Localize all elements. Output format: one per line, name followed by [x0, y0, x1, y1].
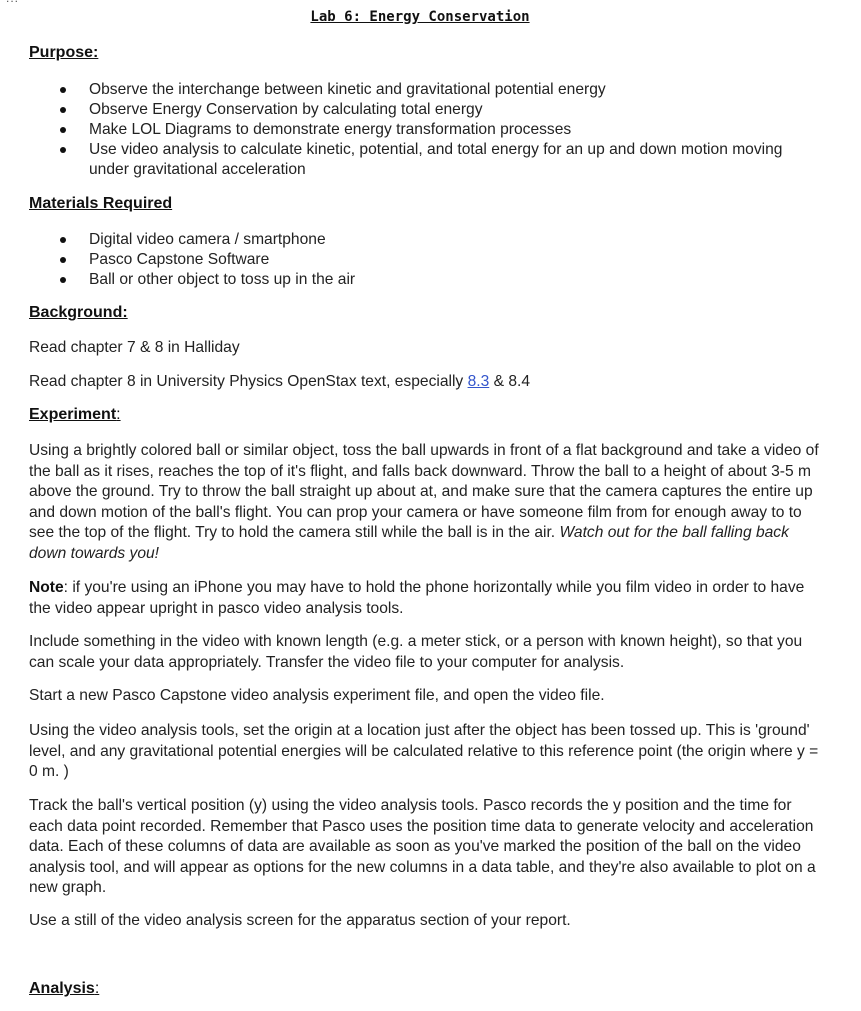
header-fragment [6, 0, 19, 5]
bullet-icon [60, 237, 66, 243]
purpose-list [54, 80, 814, 180]
analysis-heading-colon: : [94, 980, 100, 997]
experiment-paragraph-5: Using the video analysis tools, set the origin at a location just after the object has been tossed up. This is 'ground' level, and any gravitational potential energies will be calculated relative to this reference point (the origin where y = 0 m. ) [29, 722, 819, 781]
experiment-heading-colon: : [116, 406, 121, 423]
note-label: Note [29, 579, 64, 596]
list-item [54, 120, 814, 140]
experiment-heading [29, 406, 121, 424]
background-line-2-suffix: & 8.4 [489, 373, 530, 390]
experiment-p1-text: Using a brightly colored ball or similar object, toss the ball upwards in front of a flat background and take a video of the ball as it rises, reaches the top of it's flight, and falls back downward. Throw the ball to a height of about 3-5 m above the ground. Try to throw the ball straight up about at, and make sure that the camera captures the entire up and down motion of the ball's flight. You can prop your camera or have someone film from for enough away to to see the top of the flight. Try to hold the camera still while the ball is in the air. [29, 442, 819, 542]
page-title: Lab 6: Energy Conservation [310, 9, 530, 25]
bullet-icon [60, 277, 66, 283]
background-line-2 [29, 372, 819, 393]
materials-list [54, 230, 814, 290]
bullet-icon [60, 87, 66, 93]
materials-heading: Materials Required [29, 195, 173, 212]
purpose-heading: Purpose: [29, 44, 99, 61]
analysis-heading [29, 980, 99, 998]
purpose-item-text: Use video analysis to calculate kinetic, potential, and total energy for an up and down motion moving under gravitational acceleration [89, 141, 783, 178]
materials-item-text: Digital video camera / smartphone [89, 231, 326, 248]
background-line-1: Read chapter 7 & 8 in Halliday [29, 339, 240, 356]
bullet-icon [60, 257, 66, 263]
background-line-2-text: Read chapter 8 in University Physics OpenStax text, especially [29, 373, 468, 390]
purpose-item-text: Observe the interchange between kinetic and gravitational potential energy [89, 81, 606, 98]
experiment-paragraph-6: Track the ball's vertical position (y) using the video analysis tools. Pasco records the y position and the time for each data point recorded. Remember that Pasco uses the position time data to generate velocity and acceleration data. Each of these columns of data are available as soon as you've marked the position of the ball on the video analysis tool, and will appear as options for the new columns in a data table, and they're also available to plot on a new graph. [29, 797, 816, 897]
bullet-icon [60, 107, 66, 113]
warning-text: Watch out for the ball falling back down towards you! [29, 524, 789, 562]
bullet-icon [60, 127, 66, 133]
purpose-item-text: Observe Energy Conservation by calculating total energy [89, 101, 483, 118]
experiment-paragraph-1 [29, 441, 819, 565]
background-heading: Background: [29, 304, 128, 321]
materials-item-text: Ball or other object to toss up in the air [89, 271, 356, 288]
list-item [54, 80, 814, 100]
list-item [54, 250, 814, 270]
purpose-item-text: Make LOL Diagrams to demonstrate energy transformation processes [89, 121, 572, 138]
experiment-paragraph-7: Use a still of the video analysis screen for the apparatus section of your report. [29, 912, 571, 929]
note-text: : if you're using an iPhone you may have to hold the phone horizontally while you film video in order to have the video appear upright in pasco video analysis tools. [29, 579, 805, 617]
experiment-paragraph-4: Start a new Pasco Capstone video analysis experiment file, and open the video file. [29, 687, 605, 704]
list-item [54, 270, 814, 290]
experiment-paragraph-3: Include something in the video with known length (e.g. a meter stick, or a person with known height), so that you can scale your data appropriately. Transfer the video file to your computer for analysis. [29, 633, 803, 671]
experiment-heading-text: Experiment [29, 406, 117, 423]
experiment-note [29, 578, 819, 619]
bullet-icon [60, 147, 66, 153]
analysis-heading-text: Analysis [29, 980, 95, 997]
list-item [54, 140, 814, 180]
materials-item-text: Pasco Capstone Software [89, 251, 270, 268]
section-8-3-link[interactable]: 8.3 [467, 373, 490, 390]
list-item [54, 100, 814, 120]
list-item [54, 230, 814, 250]
